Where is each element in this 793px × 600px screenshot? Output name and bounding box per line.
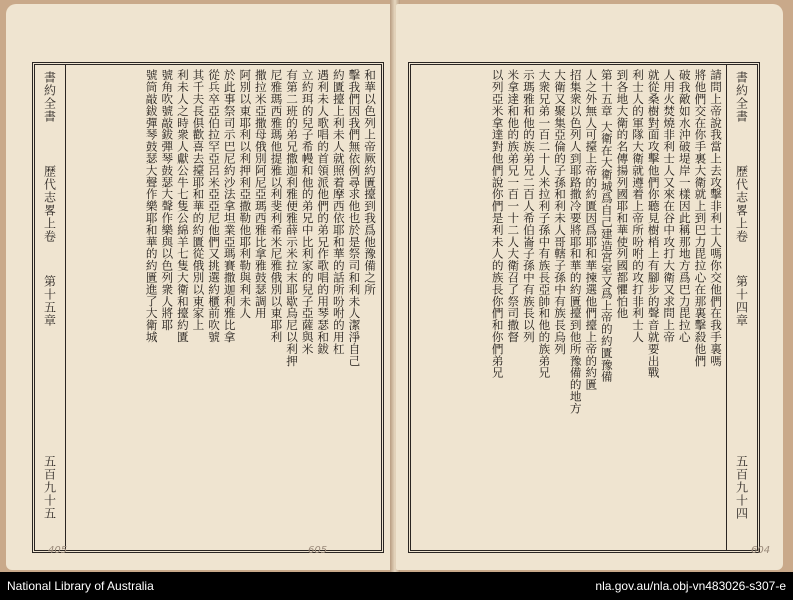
library-credit: National Library of Australia [7,579,154,593]
text-column: 其千夫長俱歡喜去擡耶和華的約匱從俄別以東家上 [191,69,206,331]
text-column: 示瑪雅和他的族弟兄二百人希伯崙子孫中有族長以列 [521,69,536,343]
text-column: 號角吹號敲鈸彈琴鼓瑟大聲作樂與以色列衆人將耶 [160,69,175,331]
text-column: 將他們交在你手裏大衛就上到巴力毘拉心在那裏擊殺他們 [693,69,708,367]
text-column: 有第二班的弟兄撒迦利雅便雅薛示米拉末耶歇烏尼以利押 [285,69,300,367]
right-book-title: 書約全書 [734,71,749,123]
text-column: 破我敵如水沖破堤岸一樣因此稱那地方爲巴力毘拉心 [677,69,692,343]
text-column: 號筒敲鈸彈琴鼓瑟大聲作樂耶和華的約匱進了大衛城 [144,69,159,343]
chapter-heading-column: 第十五章 大衛在大衛城爲自己建造宮室又爲上帝的約匱豫備 [599,69,614,383]
text-column: 人之外無人可擡上帝的約匱因爲耶和華揀選他們擡上帝的約匱 [584,69,599,391]
text-column: 請問上帝說我當上去攻擊非利士人嗎你交他們在我手裏嗎 [709,69,723,367]
text-column: 遇利未人歌唱的首領派他們的弟兄作歌唱的用琴瑟和鈸 [316,69,331,355]
text-column: 大衆兄弟一百二十人米拉利子孫中有族長亞帥和他的族弟兄 [537,69,552,379]
text-column: 立約珥的兒子希幔和他的弟兄中比利家的兒子亞薩與米 [300,69,315,355]
item-identifier: nla.gov.au/nla.obj-vn483026-s307-e [595,579,786,593]
text-column: 約匱擡上利未人就照着摩西依耶和華的話所吩咐的用杠 [331,69,346,355]
footer-bar [0,572,793,600]
right-section-title: 歷代志畧上卷 [734,165,749,243]
left-page-frame [32,62,384,553]
text-column: 撒拉米亞撒母俄別阿尼亞瑪西雅比拿雅鼓瑟調用 [253,69,268,319]
text-column: 從兵卒亞伯拉罕亞呂米亞亞尼他們又挑選約櫃前吹號 [207,69,222,343]
text-column: 到各地大衛的名傳揚列國耶和華使列國都懼怕他 [615,69,630,319]
right-margin-strip [726,65,757,550]
left-section-title: 歷代志畧上卷 [42,165,57,243]
text-column: 利士人的軍隊大衛就遵着上帝所吩咐的攻打非利士人 [631,69,646,343]
left-page-number: 五百九十五 [42,455,57,520]
pencil-note: 605 [308,545,328,556]
right-text-body [415,69,723,546]
left-margin-strip [35,65,66,550]
text-column: 以列亞米拿達對他們說你們是利未人的族長你們和你們弟兄 [490,69,505,379]
right-page [396,4,783,570]
text-column: 利未人之時衆人獻公牛七隻公綿羊七隻大衛和擡約匱 [175,69,190,343]
text-column: 招集衆以色列人到耶路撒冷要將耶和華的約匱擡到他所豫備的地方 [568,69,583,415]
left-text-body [69,69,377,546]
left-page [6,4,393,570]
right-page-number: 五百九十四 [734,455,749,520]
text-column: 就從桑樹對面攻擊他們你聽見樹梢上有腳步的聲音就要出戰 [646,69,661,379]
text-column: 大衛又聚集亞倫的子孫和利未人哥轄子孫中有族長烏列 [553,69,568,355]
right-chapter-label: 第十四章 [734,275,749,327]
text-column: 阿別以東耶利以利押利亞撒勒他耶利勒與利未人 [238,69,253,319]
text-column: 人用火焚燒非利士人又來在谷中攻打大衛又求問上帝 [662,69,677,343]
pencil-note: 405 [48,545,68,556]
text-column: 和華以色列上帝厥約匱擡到我爲他豫備之所 [363,69,377,296]
text-column: 米拿達和他的族弟兄一百一十二人大衛召了祭司撒督 [506,69,521,343]
text-column: 於此事祭司示巴尼約沙法拿坦業亞瑪賽撒迦利雅比拿 [222,69,237,343]
text-column: 擊我們因我們無依例尋求他也於是祭司和利未人潔淨自己 [347,69,362,367]
left-book-title: 書約全書 [42,71,57,123]
pencil-note: 604 [751,545,771,556]
right-page-frame [408,62,760,553]
text-column: 尼雅瑪西雅瑪他提雅以利斐利希米尼雅俄別以東耶利 [269,69,284,343]
left-chapter-label: 第十五章 [42,275,57,327]
